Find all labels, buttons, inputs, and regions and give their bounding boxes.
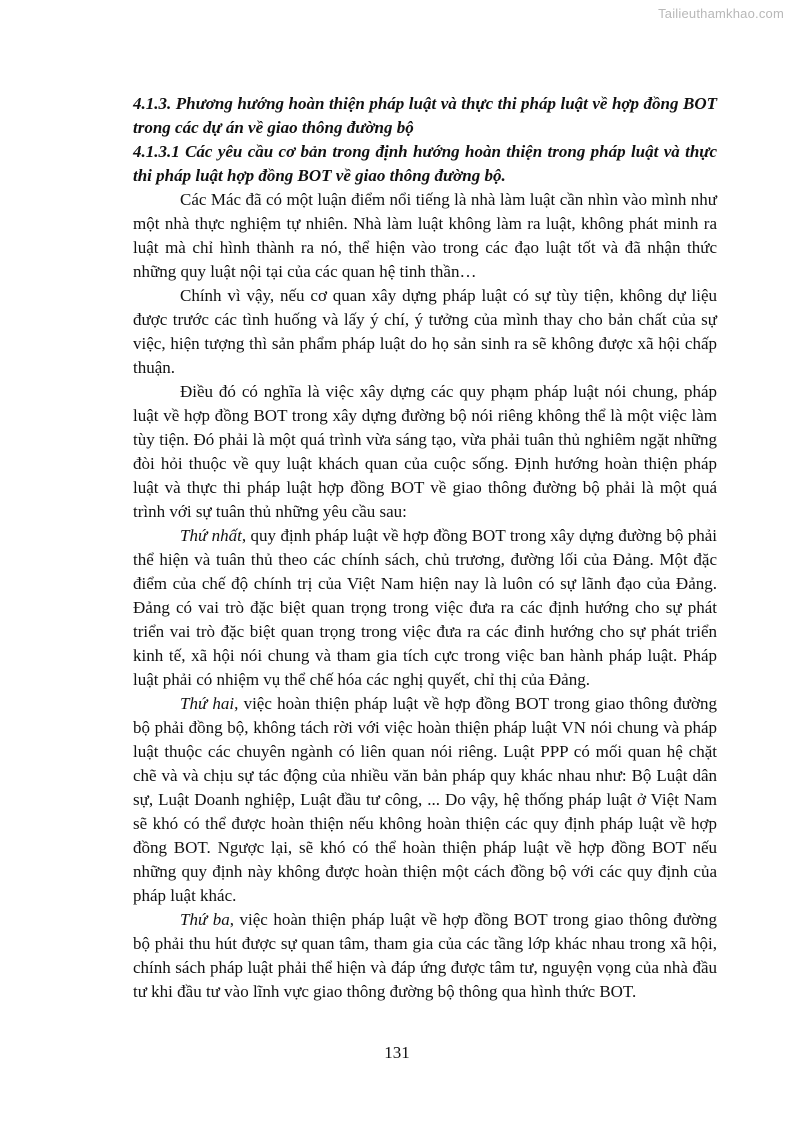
paragraph-5-text: , việc hoàn thiện pháp luật về hợp đồng BOT trong giao thông đường bộ phải đồng bộ, không tách rời với việc hoàn thiện pháp luật VN nói chung và pháp luật thuộc các chuyên ngành có liên quan nói riêng. Luật PPP có mối quan hệ chặt chẽ và và chịu sự tác động của nhiều văn bản pháp quy khác nhau như: Bộ Luật dân sự, Luật Doanh nghiệp, Luật đầu tư công, ... Do vậy, hệ thống pháp luật ở Việt Nam sẽ khó có thể được hoàn thiện nếu không hoàn thiện các quy định pháp luật về hợp đồng BOT. Ngược lại, sẽ khó có thể hoàn thiện pháp luật về hợp đồng BOT nếu những quy định này không được hoàn thiện một cách đồng bộ với các quy định của pháp luật khác.	[133, 694, 717, 905]
paragraph-4-text: , quy định pháp luật về hợp đồng BOT trong xây dựng đường bộ phải thể hiện và tuân thủ theo các chính sách, chủ trương, đường lối của Đảng. Một đặc điểm của chế độ chính trị của Việt Nam hiện nay là luôn có sự lãnh đạo của Đảng. Đảng có vai trò đặc biệt quan trọng trong việc đưa ra các định hướng cho sự phát triển vai trò đặc biệt quan trọng trong việc đưa ra các đinh hướng cho sự phát triển kinh tế, xã hội nói chung và tham gia tích cực trong việc ban hành pháp luật. Pháp luật phải có nhiệm vụ thể chế hóa các nghị quyết, chỉ thị của Đảng.	[133, 526, 718, 689]
paragraph-4-lead: Thứ nhất	[180, 526, 242, 545]
section-heading: 4.1.3. Phương hướng hoàn thiện pháp luật và thực thi pháp luật về hợp đồng BOT trong các dự án về giao thông đường bộ	[133, 94, 717, 137]
paragraph-6	[133, 908, 717, 1004]
paragraph-6-lead: Thứ ba	[180, 910, 230, 929]
paragraph-5	[133, 692, 717, 908]
paragraph-3: Điều đó có nghĩa là việc xây dựng các quy phạm pháp luật nói chung, pháp luật về hợp đồng BOT trong xây dựng đường bộ nói riêng không thể là một việc làm tùy tiện. Đó phải là một quá trình vừa sáng tạo, vừa phải tuân thủ nghiêm ngặt những đòi hỏi thuộc về quy luật khách quan của cuộc sống. Định hướng hoàn thiện pháp luật và thực thi pháp luật hợp đồng BOT về giao thông đường bộ phải là một quá trình với sự tuân thủ những yêu cầu sau:	[133, 382, 717, 521]
page-content	[133, 92, 717, 1004]
paragraph-1: Các Mác đã có một luận điểm nổi tiếng là nhà làm luật cần nhìn vào mình như một nhà thực nghiệm tự nhiên. Nhà làm luật không làm ra luật, không phát minh ra luật mà chỉ hình thành ra nó, thể hiện vào trong các đạo luật tốt và đã nhận thức những quy luật nội tại của các quan hệ tinh thần…	[133, 190, 717, 281]
watermark: Tailieuthamkhao.com	[658, 6, 784, 21]
paragraph-5-lead: Thứ hai	[180, 694, 235, 713]
subsection-heading: 4.1.3.1 Các yêu cầu cơ bản trong định hướng hoàn thiện trong pháp luật và thực thi pháp luật hợp đồng BOT về giao thông đường bộ.	[133, 142, 717, 185]
paragraph-4	[133, 524, 717, 692]
paragraph-2: Chính vì vậy, nếu cơ quan xây dựng pháp luật có sự tùy tiện, không dự liệu được trước các tình huống và lấy ý chí, ý tưởng của mình thay cho bản chất của sự việc, hiện tượng thì sản phẩm pháp luật do họ sản sinh ra sẽ không được xã hội chấp thuận.	[133, 286, 717, 377]
page-number: 131	[384, 1043, 410, 1062]
paragraph-6-text: , việc hoàn thiện pháp luật về hợp đồng BOT trong giao thông đường bộ phải thu hút được sự quan tâm, tham gia của các tầng lớp khác nhau trong xã hội, chính sách pháp luật phải thể hiện và đáp ứng được tâm tư, nguyện vọng của nhà đầu tư khi đầu tư vào lĩnh vực giao thông đường bộ thông qua hình thức BOT.	[133, 910, 717, 1001]
